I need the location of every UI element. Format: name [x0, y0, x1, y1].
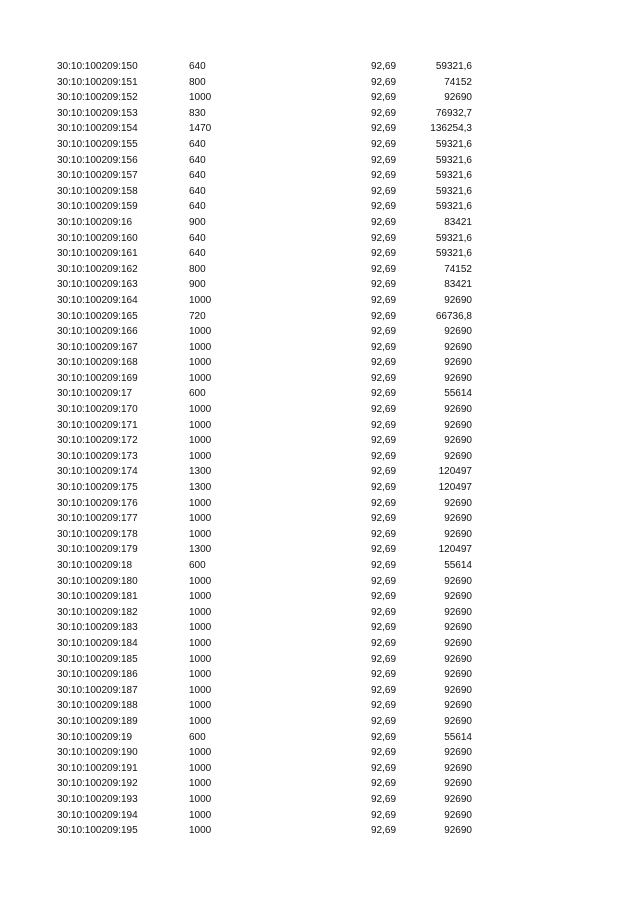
cadastral-number-cell: 30:10:100209:163	[57, 279, 138, 291]
quantity-cell: 1300	[189, 466, 212, 478]
price-cell: 92,69	[371, 61, 397, 72]
table-row	[0, 309, 640, 325]
total-cell: 59321,6	[435, 248, 472, 260]
table-row	[0, 418, 640, 434]
total-cell: 92690	[444, 419, 472, 431]
quantity-cell: 1000	[189, 591, 212, 603]
quantity-cell: 830	[189, 107, 206, 119]
quantity-cell: 600	[189, 731, 206, 743]
cadastral-number-cell: 30:10:100209:183	[57, 622, 138, 634]
table-row	[0, 324, 640, 340]
price-cell: 92,69	[371, 606, 397, 618]
table-row	[0, 574, 640, 590]
table-row	[0, 153, 640, 169]
quantity-cell: 1000	[189, 825, 212, 837]
total-cell: 92690	[444, 825, 472, 837]
total-cell: 92690	[444, 294, 472, 306]
quantity-cell: 1000	[189, 669, 212, 681]
total-cell: 92690	[444, 450, 472, 462]
cadastral-number-cell: 30:10:100209:165	[57, 310, 138, 322]
table-row	[0, 449, 640, 465]
table-row	[0, 730, 640, 746]
cadastral-number-cell: 30:10:100209:190	[57, 747, 138, 759]
table-row	[0, 386, 640, 402]
table-row	[0, 464, 640, 480]
total-cell: 92690	[444, 700, 472, 712]
price-cell: 92,69	[371, 466, 397, 478]
cadastral-number-cell: 30:10:100209:170	[57, 404, 138, 416]
total-cell: 55614	[444, 560, 472, 571]
quantity-cell: 1000	[189, 700, 212, 712]
table-row	[0, 636, 640, 652]
table-row	[0, 496, 640, 512]
quantity-cell: 600	[189, 560, 206, 571]
price-cell: 92,69	[371, 653, 397, 665]
total-cell: 59321,6	[435, 154, 472, 166]
price-cell: 92,69	[371, 762, 397, 774]
table-row	[0, 808, 640, 824]
cadastral-number-cell: 30:10:100209:193	[57, 793, 138, 805]
cadastral-number-cell: 30:10:100209:155	[57, 138, 138, 150]
cadastral-number-cell: 30:10:100209:194	[57, 809, 138, 821]
quantity-cell: 1000	[189, 528, 212, 540]
price-cell: 92,69	[371, 450, 397, 462]
cadastral-number-cell: 30:10:100209:176	[57, 497, 138, 509]
price-cell: 92,69	[371, 482, 397, 494]
quantity-cell: 1000	[189, 809, 212, 821]
quantity-cell: 1000	[189, 326, 212, 338]
table-row	[0, 589, 640, 605]
quantity-cell: 640	[189, 138, 206, 150]
quantity-cell: 1000	[189, 575, 212, 587]
total-cell: 59321,6	[435, 201, 472, 213]
price-cell: 92,69	[371, 809, 397, 821]
total-cell: 92690	[444, 809, 472, 821]
price-cell: 92,69	[371, 310, 397, 322]
total-cell: 92690	[444, 575, 472, 587]
table-row	[0, 605, 640, 621]
cadastral-number-cell: 30:10:100209:186	[57, 669, 138, 681]
price-cell: 92,69	[371, 123, 397, 135]
quantity-cell: 640	[189, 154, 206, 166]
cadastral-number-cell: 30:10:100209:158	[57, 185, 138, 197]
total-cell: 92690	[444, 684, 472, 696]
total-cell: 83421	[444, 216, 472, 228]
total-cell: 55614	[444, 731, 472, 743]
total-cell: 92690	[444, 326, 472, 338]
total-cell: 59321,6	[435, 170, 472, 182]
price-cell: 92,69	[371, 793, 397, 805]
price-cell: 92,69	[371, 388, 397, 400]
price-cell: 92,69	[371, 700, 397, 712]
cadastral-number-cell: 30:10:100209:180	[57, 575, 138, 587]
table-row	[0, 402, 640, 418]
quantity-cell: 1000	[189, 606, 212, 618]
quantity-cell: 1000	[189, 747, 212, 759]
table-row	[0, 527, 640, 543]
price-cell: 92,69	[371, 154, 397, 166]
cadastral-number-cell: 30:10:100209:173	[57, 450, 138, 462]
cadastral-number-cell: 30:10:100209:178	[57, 528, 138, 540]
cadastral-number-cell: 30:10:100209:175	[57, 482, 138, 494]
quantity-cell: 1000	[189, 92, 212, 104]
cadastral-number-cell: 30:10:100209:187	[57, 684, 138, 696]
price-cell: 92,69	[371, 684, 397, 696]
quantity-cell: 1000	[189, 653, 212, 665]
price-cell: 92,69	[371, 435, 397, 447]
price-cell: 92,69	[371, 778, 397, 790]
quantity-cell: 1000	[189, 715, 212, 727]
table-row	[0, 121, 640, 137]
total-cell: 92690	[444, 497, 472, 509]
price-cell: 92,69	[371, 560, 397, 571]
total-cell: 92690	[444, 435, 472, 447]
quantity-cell: 800	[189, 76, 206, 88]
cadastral-number-cell: 30:10:100209:150	[57, 61, 138, 72]
price-cell: 92,69	[371, 825, 397, 837]
cadastral-number-cell: 30:10:100209:184	[57, 637, 138, 649]
cadastral-number-cell: 30:10:100209:171	[57, 419, 138, 431]
quantity-cell: 1000	[189, 622, 212, 634]
cadastral-number-cell: 30:10:100209:189	[57, 715, 138, 727]
quantity-cell: 1300	[189, 544, 212, 556]
price-cell: 92,69	[371, 372, 397, 384]
price-cell: 92,69	[371, 591, 397, 603]
table-row	[0, 714, 640, 730]
price-cell: 92,69	[371, 76, 397, 88]
cadastral-number-cell: 30:10:100209:188	[57, 700, 138, 712]
price-cell: 92,69	[371, 544, 397, 556]
cadastral-number-cell: 30:10:100209:161	[57, 248, 138, 260]
quantity-cell: 1000	[189, 637, 212, 649]
cadastral-number-cell: 30:10:100209:172	[57, 435, 138, 447]
table-row	[0, 792, 640, 808]
total-cell: 59321,6	[435, 138, 472, 150]
total-cell: 92690	[444, 341, 472, 353]
total-cell: 66736,8	[435, 310, 472, 322]
cadastral-number-cell: 30:10:100209:16	[57, 216, 133, 228]
total-cell: 92690	[444, 528, 472, 540]
price-cell: 92,69	[371, 669, 397, 681]
quantity-cell: 1000	[189, 357, 212, 369]
table-row	[0, 106, 640, 122]
table-row	[0, 776, 640, 792]
cadastral-number-cell: 30:10:100209:153	[57, 107, 138, 119]
quantity-cell: 1470	[189, 123, 212, 135]
quantity-cell: 900	[189, 279, 206, 291]
total-cell: 59321,6	[435, 232, 472, 244]
table-row	[0, 340, 640, 356]
price-cell: 92,69	[371, 92, 397, 104]
price-cell: 92,69	[371, 232, 397, 244]
price-cell: 92,69	[371, 747, 397, 759]
cadastral-number-cell: 30:10:100209:174	[57, 466, 138, 478]
cadastral-number-cell: 30:10:100209:191	[57, 762, 138, 774]
cadastral-number-cell: 30:10:100209:160	[57, 232, 138, 244]
cadastral-number-cell: 30:10:100209:154	[57, 123, 138, 135]
cadastral-number-cell: 30:10:100209:19	[57, 731, 133, 743]
total-cell: 92690	[444, 622, 472, 634]
total-cell: 120497	[438, 482, 472, 494]
quantity-cell: 640	[189, 248, 206, 260]
cadastral-number-cell: 30:10:100209:167	[57, 341, 138, 353]
quantity-cell: 800	[189, 263, 206, 275]
cadastral-number-cell: 30:10:100209:162	[57, 263, 138, 275]
table-row	[0, 480, 640, 496]
cadastral-number-cell: 30:10:100209:152	[57, 92, 138, 104]
quantity-cell: 600	[189, 388, 206, 400]
price-cell: 92,69	[371, 263, 397, 275]
quantity-cell: 640	[189, 185, 206, 197]
quantity-cell: 640	[189, 170, 206, 182]
table-row	[0, 620, 640, 636]
table-row	[0, 59, 640, 75]
quantity-cell: 1000	[189, 294, 212, 306]
price-cell: 92,69	[371, 248, 397, 260]
price-cell: 92,69	[371, 622, 397, 634]
price-cell: 92,69	[371, 404, 397, 416]
quantity-cell: 1000	[189, 435, 212, 447]
total-cell: 92690	[444, 513, 472, 525]
total-cell: 92690	[444, 637, 472, 649]
table-row	[0, 90, 640, 106]
total-cell: 74152	[444, 76, 472, 88]
total-cell: 59321,6	[435, 61, 472, 72]
quantity-cell: 1000	[189, 513, 212, 525]
table-row	[0, 199, 640, 215]
table-row	[0, 215, 640, 231]
table-row	[0, 823, 640, 839]
quantity-cell: 1000	[189, 684, 212, 696]
quantity-cell: 1000	[189, 762, 212, 774]
table-row	[0, 293, 640, 309]
quantity-cell: 640	[189, 201, 206, 213]
quantity-cell: 1000	[189, 419, 212, 431]
price-cell: 92,69	[371, 201, 397, 213]
table-row	[0, 542, 640, 558]
total-cell: 92690	[444, 747, 472, 759]
quantity-cell: 1000	[189, 450, 212, 462]
price-cell: 92,69	[371, 107, 397, 119]
total-cell: 92690	[444, 372, 472, 384]
cadastral-number-cell: 30:10:100209:177	[57, 513, 138, 525]
price-cell: 92,69	[371, 419, 397, 431]
data-table	[0, 59, 640, 839]
total-cell: 76932,7	[435, 107, 472, 119]
price-cell: 92,69	[371, 715, 397, 727]
total-cell: 92690	[444, 778, 472, 790]
price-cell: 92,69	[371, 294, 397, 306]
quantity-cell: 1000	[189, 497, 212, 509]
quantity-cell: 1000	[189, 372, 212, 384]
total-cell: 92690	[444, 357, 472, 369]
quantity-cell: 900	[189, 216, 206, 228]
cadastral-number-cell: 30:10:100209:179	[57, 544, 138, 556]
table-row	[0, 698, 640, 714]
price-cell: 92,69	[371, 185, 397, 197]
price-cell: 92,69	[371, 216, 397, 228]
total-cell: 120497	[438, 466, 472, 478]
cadastral-number-cell: 30:10:100209:182	[57, 606, 138, 618]
price-cell: 92,69	[371, 575, 397, 587]
table-row	[0, 371, 640, 387]
total-cell: 92690	[444, 715, 472, 727]
total-cell: 92690	[444, 591, 472, 603]
table-row	[0, 761, 640, 777]
total-cell: 92690	[444, 404, 472, 416]
quantity-cell: 1000	[189, 404, 212, 416]
total-cell: 92690	[444, 762, 472, 774]
total-cell: 59321,6	[435, 185, 472, 197]
price-cell: 92,69	[371, 341, 397, 353]
cadastral-number-cell: 30:10:100209:195	[57, 825, 138, 837]
quantity-cell: 720	[189, 310, 206, 322]
cadastral-number-cell: 30:10:100209:17	[57, 388, 133, 400]
total-cell: 136254,3	[430, 123, 472, 135]
table-row	[0, 667, 640, 683]
total-cell: 92690	[444, 606, 472, 618]
price-cell: 92,69	[371, 138, 397, 150]
table-row	[0, 277, 640, 293]
table-row	[0, 168, 640, 184]
total-cell: 92690	[444, 92, 472, 104]
total-cell: 83421	[444, 279, 472, 291]
cadastral-number-cell: 30:10:100209:151	[57, 76, 138, 88]
cadastral-number-cell: 30:10:100209:168	[57, 357, 138, 369]
quantity-cell: 1000	[189, 793, 212, 805]
price-cell: 92,69	[371, 326, 397, 338]
quantity-cell: 1000	[189, 341, 212, 353]
table-row	[0, 433, 640, 449]
quantity-cell: 1300	[189, 482, 212, 494]
total-cell: 120497	[438, 544, 472, 556]
total-cell: 92690	[444, 669, 472, 681]
price-cell: 92,69	[371, 279, 397, 291]
total-cell: 55614	[444, 388, 472, 400]
table-row	[0, 137, 640, 153]
cadastral-number-cell: 30:10:100209:157	[57, 170, 138, 182]
table-row	[0, 75, 640, 91]
price-cell: 92,69	[371, 357, 397, 369]
table-row	[0, 246, 640, 262]
price-cell: 92,69	[371, 731, 397, 743]
cadastral-number-cell: 30:10:100209:185	[57, 653, 138, 665]
cadastral-number-cell: 30:10:100209:166	[57, 326, 138, 338]
cadastral-number-cell: 30:10:100209:159	[57, 201, 138, 213]
table-row	[0, 745, 640, 761]
total-cell: 74152	[444, 263, 472, 275]
price-cell: 92,69	[371, 170, 397, 182]
table-row	[0, 184, 640, 200]
table-row	[0, 262, 640, 278]
cadastral-number-cell: 30:10:100209:169	[57, 372, 138, 384]
price-cell: 92,69	[371, 513, 397, 525]
table-row	[0, 558, 640, 574]
price-cell: 92,69	[371, 497, 397, 509]
cadastral-number-cell: 30:10:100209:18	[57, 560, 133, 571]
table-row	[0, 683, 640, 699]
table-row	[0, 652, 640, 668]
cadastral-number-cell: 30:10:100209:156	[57, 154, 138, 166]
price-cell: 92,69	[371, 637, 397, 649]
table-row	[0, 355, 640, 371]
quantity-cell: 640	[189, 232, 206, 244]
table-row	[0, 511, 640, 527]
quantity-cell: 640	[189, 61, 206, 72]
cadastral-number-cell: 30:10:100209:164	[57, 294, 138, 306]
cadastral-number-cell: 30:10:100209:192	[57, 778, 138, 790]
total-cell: 92690	[444, 793, 472, 805]
table-row	[0, 231, 640, 247]
price-cell: 92,69	[371, 528, 397, 540]
quantity-cell: 1000	[189, 778, 212, 790]
cadastral-number-cell: 30:10:100209:181	[57, 591, 138, 603]
total-cell: 92690	[444, 653, 472, 665]
